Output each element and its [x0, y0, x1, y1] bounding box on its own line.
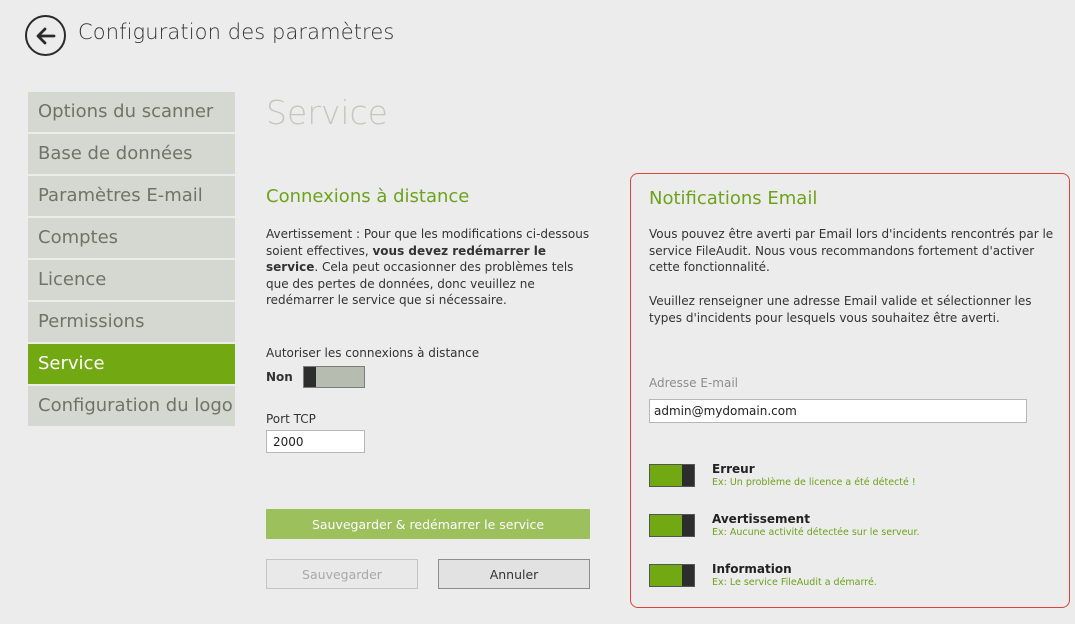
notification-example: Ex: Un problème de licence a été détecté ! [712, 477, 916, 488]
allow-remote-toggle[interactable] [303, 366, 365, 388]
notifications-instructions: Veuillez renseigner une adresse Email valide et sélectionner les types d'incidents pour lesquels vous souhaitez être averti. [649, 294, 1032, 325]
notification-name: Erreur [712, 462, 755, 476]
remote-connections-section [266, 186, 596, 309]
notification-item-error [649, 464, 916, 488]
save-button[interactable]: Sauvegarder [266, 559, 418, 589]
notification-item-warning [649, 514, 920, 538]
allow-remote-row [266, 366, 365, 388]
sidebar [28, 92, 235, 428]
email-address-input[interactable] [649, 399, 1027, 423]
notification-example: Ex: Aucune activité détectée sur le serveur. [712, 527, 920, 538]
sidebar-item-database[interactable]: Base de données [28, 134, 235, 174]
toggle-knob [682, 465, 694, 486]
arrow-left-icon [34, 24, 58, 48]
restart-warning: Avertissement : Pour que les modifications ci-dessous soient effectives, vous devez redémarrer le service. Cela peut occasionner des problèmes tels que des pertes de données, donc veuillez ne redémarrer le service que si nécessaire. [266, 227, 590, 307]
notification-example: Ex: Le service FileAudit a démarré. [712, 577, 877, 588]
app-title: Configuration des paramètres [78, 20, 395, 44]
sidebar-item-logo-config[interactable]: Configuration du logo [28, 386, 235, 426]
toggle-knob [304, 367, 316, 387]
error-notification-toggle[interactable] [649, 464, 695, 487]
email-notifications-panel [630, 173, 1070, 608]
tcp-port-input[interactable] [266, 430, 365, 453]
warning-notification-toggle[interactable] [649, 514, 695, 537]
remote-connections-title: Connexions à distance [266, 186, 470, 207]
notification-name: Avertissement [712, 512, 810, 526]
notification-item-information [649, 564, 877, 588]
toggle-knob [682, 565, 694, 586]
sidebar-item-accounts[interactable]: Comptes [28, 218, 235, 258]
notifications-description: Vous pouvez être averti par Email lors d'incidents rencontrés par le service FileAudit. Nous vous recommandons fortement d'activer cette fonctionnalité. [649, 227, 1054, 274]
email-notifications-title: Notifications Email [649, 188, 818, 209]
toggle-knob [682, 515, 694, 536]
sidebar-item-email-settings[interactable]: Paramètres E-mail [28, 176, 235, 216]
sidebar-item-service[interactable]: Service [28, 344, 235, 384]
sidebar-item-scanner-options[interactable]: Options du scanner [28, 92, 235, 132]
save-restart-button[interactable]: Sauvegarder & redémarrer le service [266, 509, 590, 539]
page-title: Service [266, 93, 388, 132]
sidebar-item-permissions[interactable]: Permissions [28, 302, 235, 342]
tcp-port-label: Port TCP [266, 412, 316, 426]
sidebar-item-license[interactable]: Licence [28, 260, 235, 300]
notification-name: Information [712, 562, 792, 576]
information-notification-toggle[interactable] [649, 564, 695, 587]
cancel-button[interactable]: Annuler [438, 559, 590, 589]
back-button[interactable] [25, 15, 66, 56]
email-address-label: Adresse E-mail [649, 376, 738, 390]
allow-remote-state: Non [266, 370, 293, 384]
allow-remote-label: Autoriser les connexions à distance [266, 346, 480, 360]
